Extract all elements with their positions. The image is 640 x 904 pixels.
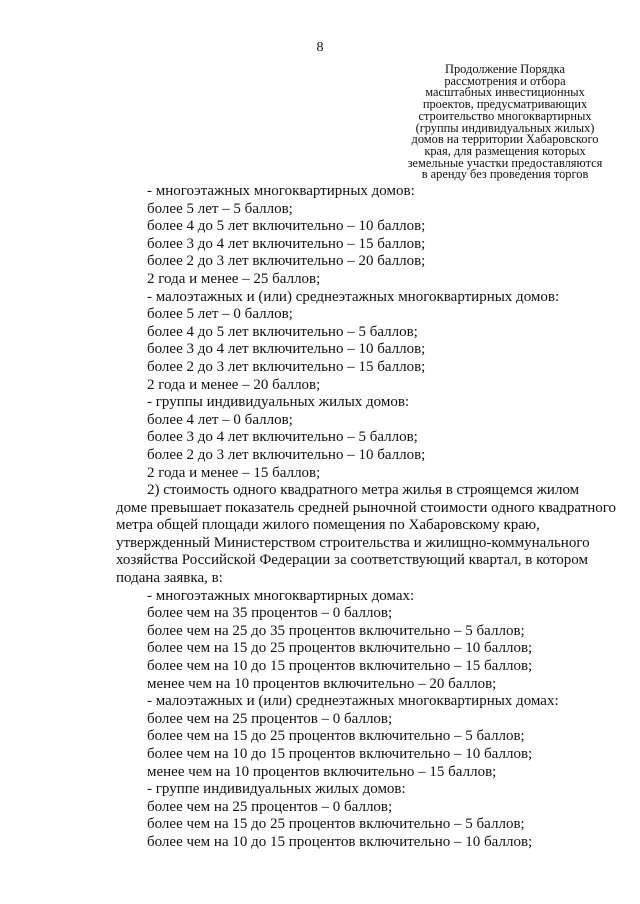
paragraph-line: 2) стоимость одного квадратного метра жилья в строящемся жилом (147, 482, 580, 499)
body-line: - малоэтажных и (или) среднеэтажных многоквартирных домах: (147, 693, 559, 710)
body-line: более 4 лет – 0 баллов; (147, 411, 293, 428)
document-body (116, 183, 617, 852)
body-line: - малоэтажных и (или) среднеэтажных многоквартирных домов: (147, 288, 560, 305)
header-line: масштабных инвестиционных (425, 85, 585, 100)
body-line: - группы индивидуальных жилых домов: (147, 394, 410, 411)
document-header (390, 64, 620, 181)
page-number: 8 (316, 40, 324, 55)
header-line: проектов, предусматривающих (422, 97, 588, 112)
body-line: более 3 до 4 лет включительно – 15 баллов; (147, 235, 426, 252)
body-line: более 3 до 4 лет включительно – 10 баллов; (147, 341, 426, 358)
body-line: более 2 до 3 лет включительно – 15 баллов; (147, 358, 426, 375)
body-line: более 4 до 5 лет включительно – 5 баллов; (147, 323, 418, 340)
body-line: - многоэтажных многоквартирных домах: (147, 587, 415, 604)
body-line: более чем на 15 до 25 процентов включительно – 5 баллов; (147, 728, 525, 745)
body-line: более 3 до 4 лет включительно – 5 баллов; (147, 429, 418, 446)
body-line: более чем на 15 до 25 процентов включительно – 5 баллов; (147, 816, 525, 833)
paragraph-line: утвержденный Министерством строительства и жилищно-коммунального (116, 534, 590, 551)
header-line: земельные участки предоставляются (407, 155, 603, 170)
body-line: - многоэтажных многоквартирных домов: (147, 183, 415, 199)
body-line: менее чем на 10 процентов включительно – 20 баллов; (147, 675, 497, 692)
body-line: более чем на 10 до 15 процентов включительно – 10 баллов; (147, 833, 533, 850)
header-line: домов на территории Хабаровского (411, 132, 599, 147)
body-line: 2 года и менее – 15 баллов; (147, 464, 321, 481)
paragraph-line: доме превышает показатель средней рыночной стоимости одного квадратного (116, 499, 617, 516)
body-line: 2 года и менее – 20 баллов; (147, 376, 321, 393)
header-line: края, для размещения которых (424, 143, 586, 158)
body-line: более 2 до 3 лет включительно – 10 баллов; (147, 446, 426, 463)
body-line: 2 года и менее – 25 баллов; (147, 270, 321, 287)
paragraph-line: хозяйства Российской Федерации за соответствующий квартал, в котором (116, 552, 589, 569)
body-line: более 4 до 5 лет включительно – 10 баллов; (147, 218, 426, 235)
header-line: рассмотрения и отбора (444, 73, 566, 88)
body-line: более 5 лет – 5 баллов; (147, 200, 293, 217)
paragraph-line: подана заявка, в: (116, 570, 223, 587)
header-line: строительство многоквартирных (418, 108, 592, 123)
body-line: более 5 лет – 0 баллов; (147, 306, 293, 323)
body-line: более 2 до 3 лет включительно – 20 баллов; (147, 253, 426, 270)
body-line: более чем на 25 до 35 процентов включительно – 5 баллов; (147, 622, 525, 639)
body-line: более чем на 35 процентов – 0 баллов; (147, 605, 393, 622)
body-line: более чем на 25 процентов – 0 баллов; (147, 798, 393, 815)
body-line: более чем на 10 до 15 процентов включительно – 10 баллов; (147, 746, 533, 762)
header-line: Продолжение Порядка (445, 62, 565, 76)
header-line: в аренду без проведения торгов (421, 167, 589, 182)
body-line: - группе индивидуальных жилых домов: (147, 781, 406, 798)
body-line: менее чем на 10 процентов включительно – 15 баллов; (147, 763, 497, 780)
body-line: более чем на 10 до 15 процентов включительно – 15 баллов; (147, 658, 533, 675)
body-line: более чем на 25 процентов – 0 баллов; (147, 710, 393, 727)
paragraph-line: метра общей площади жилого помещения по Хабаровскому краю, (116, 517, 540, 534)
header-line: (группы индивидуальных жилых) (415, 120, 595, 135)
body-line: более чем на 15 до 25 процентов включительно – 10 баллов; (147, 640, 533, 657)
